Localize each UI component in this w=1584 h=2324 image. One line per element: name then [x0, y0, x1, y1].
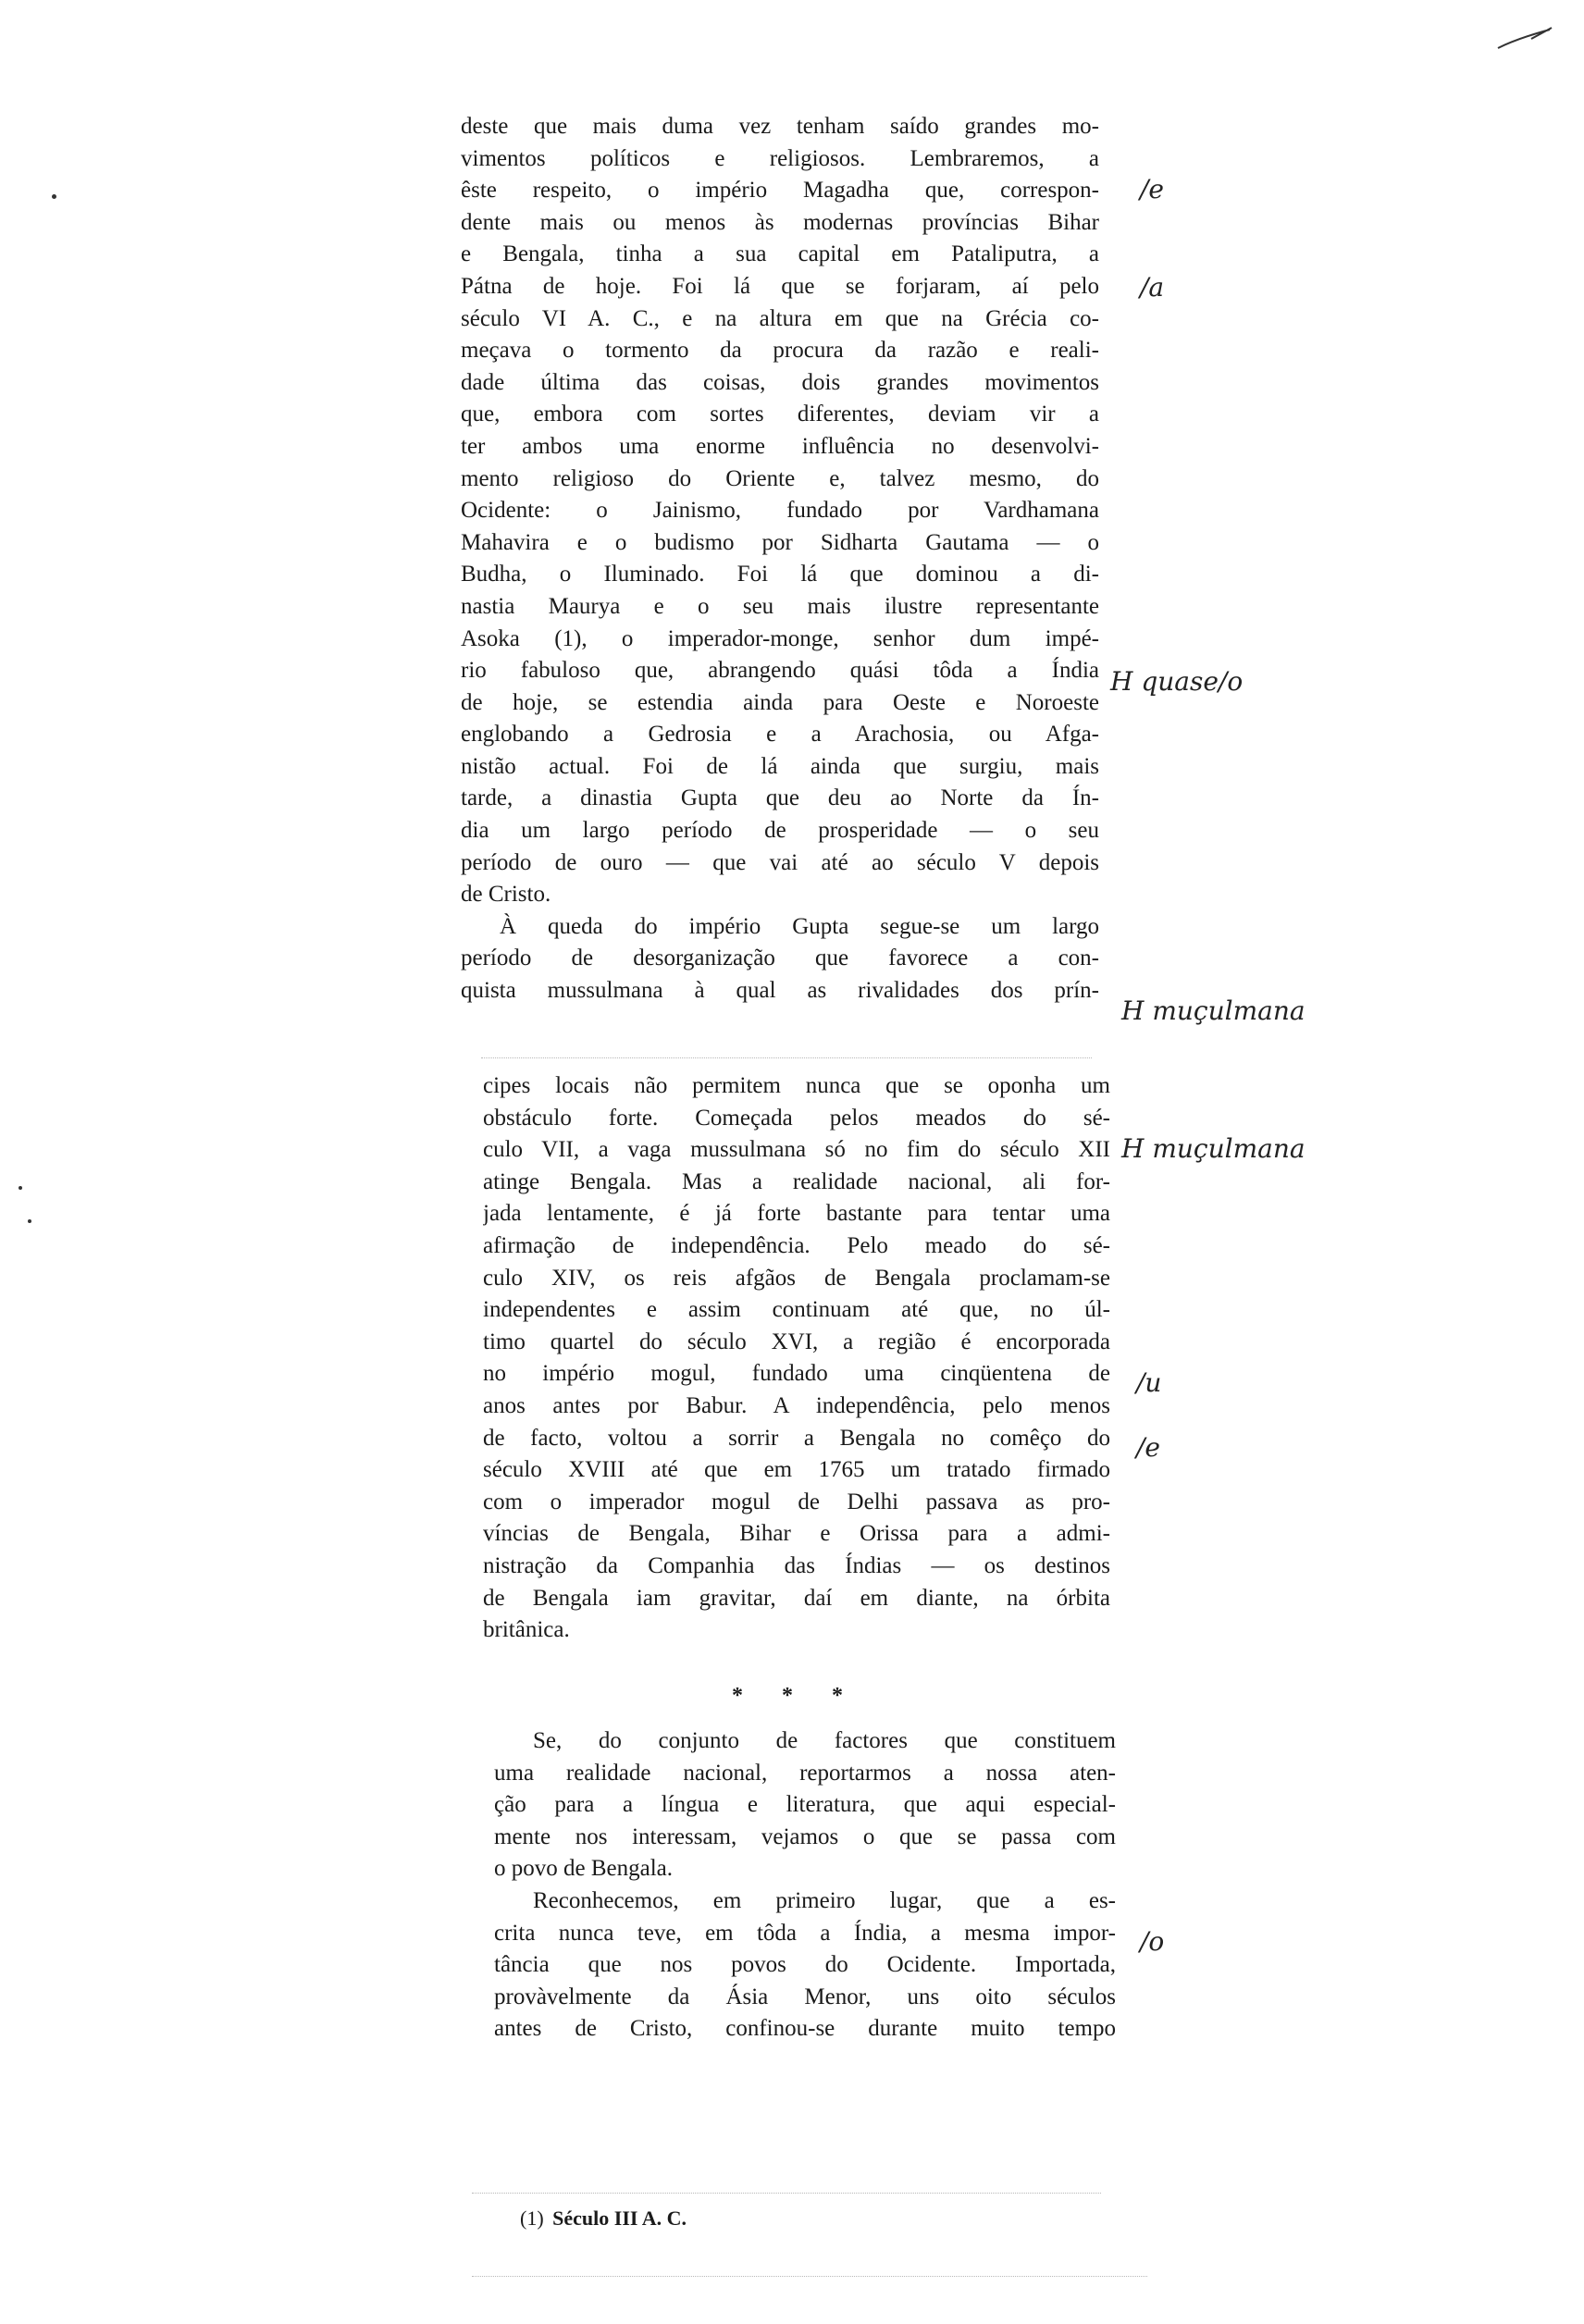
text-line: cipes locais não permitem nunca que se oponha um: [483, 1073, 1110, 1098]
text-line: deste que mais duma vez tenham saído grandes mo-: [461, 114, 1099, 139]
text-line: tarde, a dinastia Gupta que deu ao Norte da Ín-: [461, 785, 1099, 811]
text-line: jada lentamente, é já forte bastante para tentar uma: [483, 1201, 1110, 1227]
scan-divider: [472, 2276, 1147, 2277]
text-line: dente mais ou menos às modernas províncias Bihar: [461, 209, 1099, 235]
text-line: crita nunca teve, em tôda a Índia, a mesma impor-: [494, 1920, 1116, 1946]
footnote: [520, 2207, 687, 2231]
text-line: Reconhecemos, em primeiro lugar, que a es-: [533, 1887, 1116, 1913]
text-line: nistão actual. Foi de lá ainda que surgiu, mais: [461, 753, 1099, 779]
margin-note: /a: [1140, 272, 1165, 303]
paragraph-block-c: [494, 1725, 1116, 2046]
corner-pen-mark: [1494, 20, 1559, 57]
margin-note: H muçulmana: [1121, 995, 1306, 1026]
margin-note: H muçulmana: [1121, 1133, 1306, 1164]
text-line: timo quartel do século XVI, a região é encorporada: [483, 1329, 1110, 1354]
text-line: de facto, voltou a sorrir a Bengala no comêço do: [483, 1425, 1110, 1451]
text-line: ter ambos uma enorme influência no desenvolvi-: [461, 433, 1099, 459]
margin-note: /e: [1136, 1432, 1161, 1463]
margin-note: /o: [1140, 1926, 1165, 1957]
text-line: meçava o tormento da procura da razão e reali-: [461, 338, 1099, 364]
footnote-mark: (1): [520, 2207, 544, 2230]
text-line: obstáculo forte. Começada pelos meados do sé-: [483, 1105, 1110, 1131]
margin-note: /e: [1140, 174, 1165, 204]
text-line: Budha, o Iluminado. Foi lá que dominou a di-: [461, 562, 1099, 587]
text-line: antes de Cristo, confinou-se durante muito tempo: [494, 2016, 1116, 2042]
text-line: Mahavira e o budismo por Sidharta Gautama — o: [461, 529, 1099, 555]
text-line: no império mogul, fundado uma cinqüentena de: [483, 1361, 1110, 1387]
scan-speck: [28, 1219, 31, 1223]
margin-note: H quase/o: [1110, 666, 1244, 697]
text-line: êste respeito, o império Magadha que, correspon-: [461, 178, 1099, 204]
text-line: século XVIII até que em 1765 um tratado firmado: [483, 1457, 1110, 1483]
text-line: Se, do conjunto de factores que constituem: [533, 1728, 1116, 1753]
text-line: de Cristo.: [461, 882, 551, 908]
text-line: independentes e assim continuam até que, no úl-: [483, 1297, 1110, 1323]
text-line: e Bengala, tinha a sua capital em Pataliputra, a: [461, 241, 1099, 267]
scan-speck: [52, 194, 56, 199]
text-line: víncias de Bengala, Bihar e Orissa para a admi-: [483, 1521, 1110, 1547]
text-line: Asoka (1), o imperador-monge, senhor dum impé-: [461, 625, 1099, 651]
text-line: período de ouro — que vai até ao século V depois: [461, 849, 1099, 875]
text-line: que, embora com sortes diferentes, deviam vir a: [461, 402, 1099, 427]
paragraph-block-b: [483, 1070, 1110, 1647]
footnote-text: Século III A. C.: [552, 2207, 687, 2230]
text-line: À queda do império Gupta segue-se um largo: [500, 913, 1099, 939]
paragraph-block-a: [461, 111, 1099, 1007]
text-line: dade última das coisas, dois grandes movimentos: [461, 369, 1099, 395]
text-line: nastia Maurya e o seu mais ilustre representante: [461, 593, 1099, 619]
text-line: Ocidente: o Jainismo, fundado por Vardhamana: [461, 498, 1099, 524]
text-line: culo XIV, os reis afgãos de Bengala proclamam-se: [483, 1265, 1110, 1291]
text-line: século VI A. C., e na altura em que na Grécia co-: [461, 305, 1099, 331]
text-line: quista mussulmana à qual as rivalidades dos prín-: [461, 978, 1099, 1004]
scan-speck: [19, 1186, 22, 1190]
text-line: tância que nos povos do Ocidente. Importada,: [494, 1952, 1116, 1978]
text-line: afirmação de independência. Pelo meado do sé-: [483, 1232, 1110, 1258]
text-line: uma realidade nacional, reportarmos a nossa aten-: [494, 1760, 1116, 1786]
text-line: nistração da Companhia das Índias — os destinos: [483, 1552, 1110, 1578]
text-line: atinge Bengala. Mas a realidade nacional, ali for-: [483, 1168, 1110, 1194]
text-line: rio fabuloso que, abrangendo quási tôda a Índia: [461, 658, 1099, 684]
text-line: período de desorganização que favorece a con-: [461, 946, 1099, 971]
scan-divider: [481, 1057, 1092, 1058]
text-line: ção para a língua e literatura, que aqui especial-: [494, 1792, 1116, 1818]
text-line: Pátna de hoje. Foi lá que se forjaram, aí pelo: [461, 273, 1099, 299]
text-line: culo VII, a vaga mussulmana só no fim do século XII: [483, 1137, 1110, 1163]
text-line: com o imperador mogul de Delhi passava as pro-: [483, 1489, 1110, 1514]
text-line: o povo de Bengala.: [494, 1856, 674, 1882]
text-line: provàvelmente da Ásia Menor, uns oito séculos: [494, 1984, 1116, 2009]
text-line: englobando a Gedrosia e a Arachosia, ou Afga-: [461, 722, 1099, 748]
margin-note: /u: [1136, 1367, 1162, 1398]
text-line: britânica.: [483, 1617, 570, 1643]
text-line: mento religioso do Oriente e, talvez mesmo, do: [461, 465, 1099, 491]
section-separator: * * *: [732, 1684, 860, 1708]
text-line: de Bengala iam gravitar, daí em diante, na órbita: [483, 1585, 1110, 1611]
text-line: mente nos interessam, vejamos o que se passa com: [494, 1823, 1116, 1849]
text-line: de hoje, se estendia ainda para Oeste e Noroeste: [461, 689, 1099, 715]
text-line: vimentos políticos e religiosos. Lembraremos, a: [461, 145, 1099, 171]
footnote-rule: [472, 2193, 1101, 2194]
text-line: dia um largo período de prosperidade — o seu: [461, 818, 1099, 844]
text-line: anos antes por Babur. A independência, pelo menos: [483, 1392, 1110, 1418]
